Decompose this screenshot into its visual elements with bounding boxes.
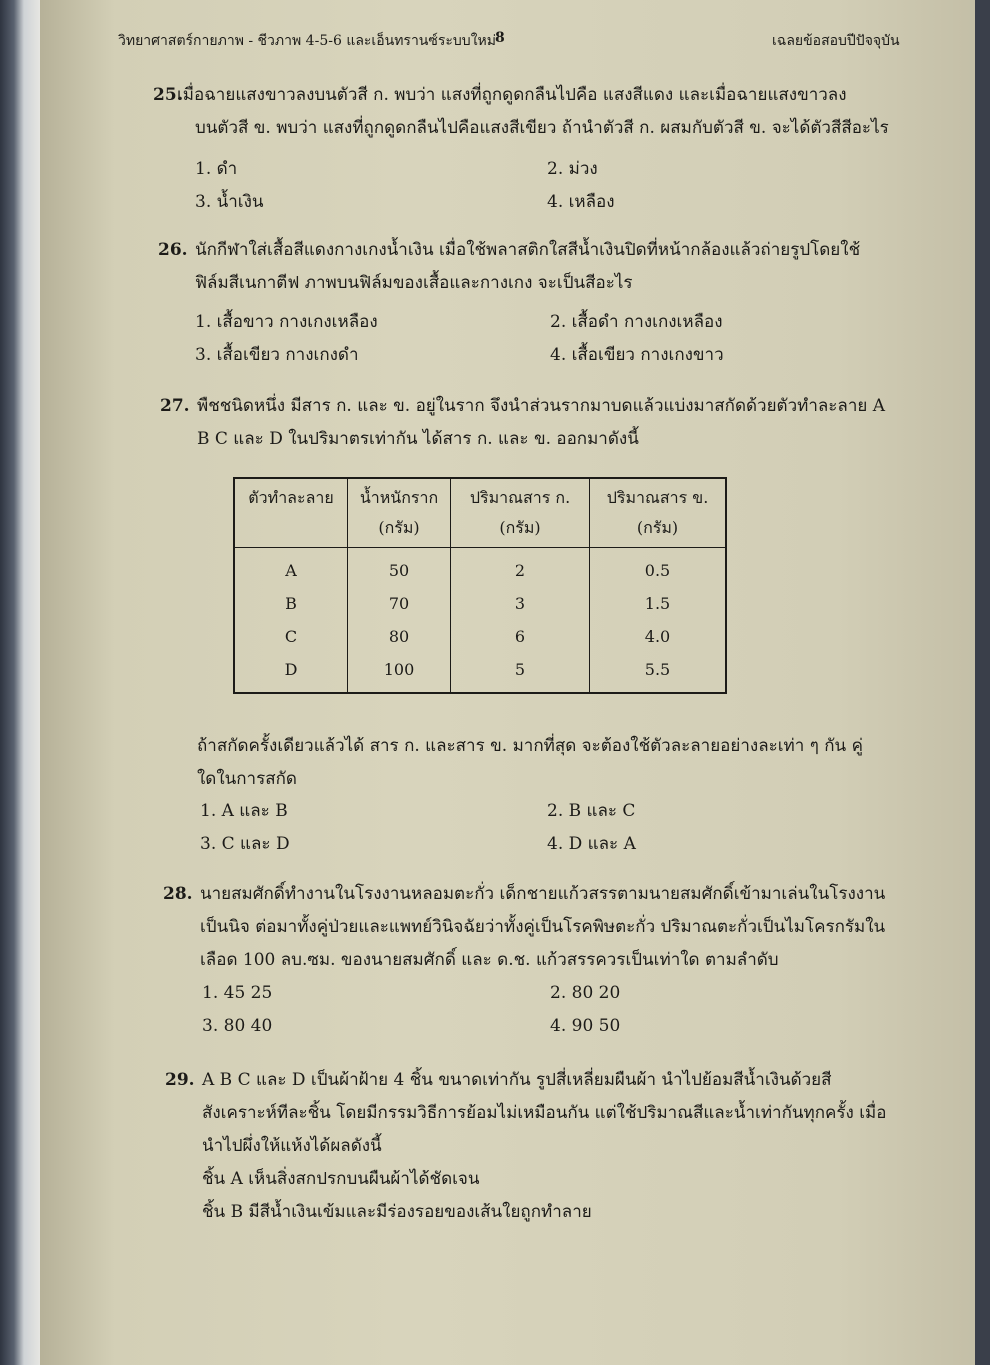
- page-number: 8: [495, 30, 505, 46]
- question-line: เลือด 100 ลบ.ซม. ของนายสมศักดิ์ และ ด.ช. แก้วสรรควรเป็นเท่าใด ตามลำดับ: [200, 950, 779, 970]
- question-line: ถ้าสกัดครั้งเดียวแล้วได้ สาร ก. และสาร ข. มากที่สุด จะต้องใช้ตัวละลายอย่างละเท่า ๆ กัน คู่: [197, 736, 863, 756]
- table-cell: B: [234, 587, 348, 620]
- question-text: [200, 878, 975, 977]
- answer-option[interactable]: 4. เหลือง: [547, 192, 615, 212]
- table-row: [234, 620, 726, 653]
- answer-option[interactable]: 2. เสื้อดำ กางเกงเหลือง: [550, 312, 723, 332]
- table-cell: 70: [348, 587, 451, 620]
- question-line: นักกีฬาใส่เสื้อสีแดงกางเกงน้ำเงิน เมื่อใช้พลาสติกใสสีน้ำเงินปิดที่หน้ากล้องแล้วถ่ายรูปโดยใช้: [195, 240, 861, 260]
- answer-option[interactable]: 2. 80 20: [550, 983, 621, 1003]
- answer-option[interactable]: 1. ดำ: [195, 159, 238, 179]
- question-line: บนตัวสี ข. พบว่า แสงที่ถูกดูดกลืนไปคือแสงสีเขียว ถ้านำตัวสี ก. ผสมกับตัวสี ข. จะได้ตัวสีสีอะไร: [195, 118, 889, 138]
- question-line: เป็นนิจ ต่อมาทั้งคู่ป่วยและแพทย์วินิจฉัยว่าทั้งคู่เป็นโรคพิษตะกั่ว ปริมาณตะกั่วเป็นไมโครกรัมใน: [200, 917, 886, 937]
- question-line: ฟิล์มสีเนกาตีฟ ภาพบนฟิล์มของเสื้อและกางเกง จะเป็นสีอะไร: [195, 273, 633, 293]
- table-cell: 2: [451, 548, 590, 588]
- answer-option[interactable]: 4. 90 50: [550, 1016, 621, 1036]
- question-line: ชิ้น A เห็นสิ่งสกปรกบนผืนผ้าได้ชัดเจน: [202, 1169, 480, 1189]
- table-cell: D: [234, 653, 348, 693]
- answer-option[interactable]: 4. เสื้อเขียว กางเกงขาว: [550, 345, 724, 365]
- answer-option[interactable]: 2. B และ C: [547, 801, 636, 821]
- question-line: นำไปผึ่งให้แห้งได้ผลดังนี้: [202, 1136, 382, 1156]
- question-number: 29.: [165, 1070, 195, 1090]
- answer-option[interactable]: 1. เสื้อขาว กางเกงเหลือง: [195, 312, 378, 332]
- question-line: เมื่อฉายแสงขาวลงบนตัวสี ก. พบว่า แสงที่ถูกดูดกลืนไปคือ แสงสีแดง และเมื่อฉายแสงขาวลง: [177, 85, 847, 105]
- book-page-edge: [0, 0, 40, 1365]
- running-header-section: เฉลยข้อสอบปีปัจจุบัน: [772, 33, 900, 49]
- table-header-solvent: ตัวทำละลาย: [234, 478, 348, 548]
- question-text: [197, 390, 975, 456]
- question-number: 25.: [153, 85, 183, 105]
- answer-option[interactable]: 3. C และ D: [200, 834, 290, 854]
- question-text: [177, 79, 957, 145]
- question-text: [195, 234, 975, 300]
- table-row: [234, 587, 726, 620]
- question-number: 27.: [160, 396, 190, 416]
- table-row: [234, 548, 726, 588]
- question-line: A B C และ D เป็นผ้าฝ้าย 4 ชิ้น ขนาดเท่ากัน รูปสี่เหลี่ยมผืนผ้า นำไปย้อมสีน้ำเงินด้วยสี: [202, 1070, 832, 1090]
- answer-option[interactable]: 3. น้ำเงิน: [195, 192, 264, 212]
- question-number: 28.: [163, 884, 193, 904]
- table-header-root-weight: น้ำหนักราก (กรัม): [348, 478, 451, 548]
- table-cell: 4.0: [590, 620, 727, 653]
- table-cell: 100: [348, 653, 451, 693]
- question-line: B C และ D ในปริมาตรเท่ากัน ได้สาร ก. และ ข. ออกมาดังนี้: [197, 429, 639, 449]
- table-row: [234, 653, 726, 693]
- question-line: สังเคราะห์ทีละชิ้น โดยมีกรรมวิธีการย้อมไม่เหมือนกัน แต่ใช้ปริมาณสีและน้ำเท่ากันทุกครั้ง เมื่อ: [202, 1103, 887, 1123]
- answer-option[interactable]: 2. ม่วง: [547, 159, 598, 179]
- question-line: นายสมศักดิ์ทำงานในโรงงานหลอมตะกั่ว เด็กชายแก้วสรรตามนายสมศักดิ์เข้ามาเล่นในโรงงาน: [200, 884, 886, 904]
- question-text: [202, 1064, 975, 1229]
- table-header-substance-a: ปริมาณสาร ก. (กรัม): [451, 478, 590, 548]
- running-header-title: วิทยาศาสตร์กายภาพ - ชีวภาพ 4-5-6 และเอ็นทรานซ์ระบบใหม่: [118, 33, 496, 49]
- table-cell: 6: [451, 620, 590, 653]
- table-header-row: [234, 478, 726, 548]
- question-number: 26.: [158, 240, 188, 260]
- table-cell: A: [234, 548, 348, 588]
- document-page: [40, 0, 975, 1365]
- question-line: ชิ้น B มีสีน้ำเงินเข้มและมีร่องรอยของเส้นใยถูกทำลาย: [202, 1202, 592, 1222]
- table-cell: C: [234, 620, 348, 653]
- table-cell: 5: [451, 653, 590, 693]
- question-line: ใดในการสกัด: [197, 769, 297, 789]
- table-cell: 5.5: [590, 653, 727, 693]
- answer-option[interactable]: 3. เสื้อเขียว กางเกงดำ: [195, 345, 359, 365]
- table-cell: 0.5: [590, 548, 727, 588]
- extraction-table: [233, 477, 727, 694]
- table-cell: 80: [348, 620, 451, 653]
- table-header-substance-b: ปริมาณสาร ข. (กรัม): [590, 478, 727, 548]
- question-line: พืชชนิดหนึ่ง มีสาร ก. และ ข. อยู่ในราก จึงนำส่วนรากมาบดแล้วแบ่งมาสกัดด้วยตัวทำละลาย A: [197, 396, 886, 416]
- table-cell: 50: [348, 548, 451, 588]
- answer-option[interactable]: 1. A และ B: [200, 801, 288, 821]
- answer-option[interactable]: 3. 80 40: [202, 1016, 273, 1036]
- question-text: [197, 730, 975, 796]
- answer-option[interactable]: 1. 45 25: [202, 983, 273, 1003]
- table-cell: 1.5: [590, 587, 727, 620]
- table-cell: 3: [451, 587, 590, 620]
- answer-option[interactable]: 4. D และ A: [547, 834, 636, 854]
